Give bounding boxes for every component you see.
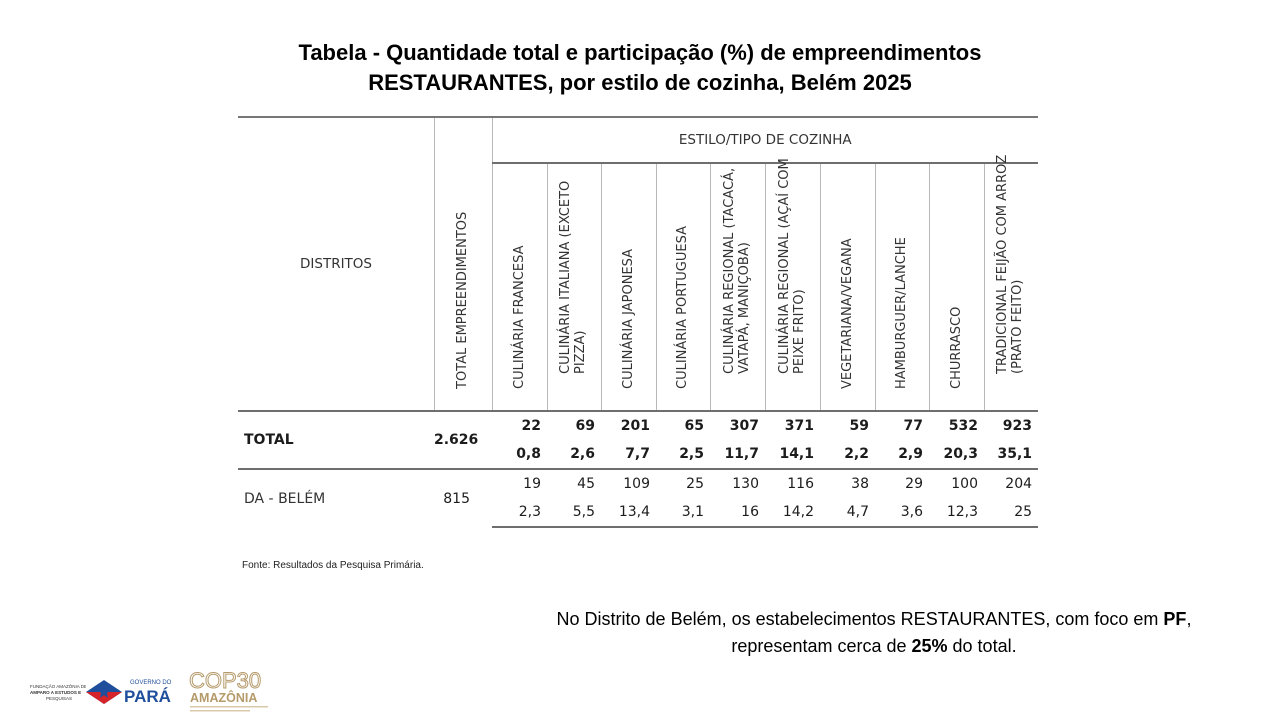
col-header: CULINÁRIA JAPONESA [620, 248, 636, 389]
total-header: TOTAL EMPREENDIMENTOS [455, 211, 470, 389]
count-cell: 69 [547, 411, 601, 440]
logo-divider [190, 710, 250, 712]
note-text-2: , [1186, 609, 1192, 629]
percent-cell: 2,9 [898, 446, 923, 462]
estilo-header: ESTILO/TIPO DE COZINHA [492, 117, 1038, 163]
col-header-cell [929, 163, 984, 411]
col-header-cell [656, 163, 710, 411]
count-cell: 116 [765, 469, 820, 498]
title-line-2: RESTAURANTES, por estilo de cozinha, Belém 2025 [368, 70, 912, 95]
col-header: CULINÁRIA ITALIANA (EXCETO PIZZA) [558, 180, 588, 374]
count-cell: 109 [601, 469, 656, 498]
percent-cell: 2,3 [492, 498, 547, 527]
note-bold-pf: PF [1163, 609, 1187, 629]
col-header-cell [601, 163, 656, 411]
note-text-4: do total. [947, 636, 1017, 656]
percent-cell: 5,5 [547, 498, 601, 527]
fapespa-logo [30, 682, 86, 711]
governo-para-logo [86, 676, 178, 711]
percent-cell: 2,6 [570, 446, 595, 462]
governo-label: GOVERNO DO [130, 680, 172, 686]
percent-cell: 13,4 [601, 498, 656, 527]
row-label: TOTAL [238, 411, 434, 469]
note-text-3: representam cerca de [731, 636, 912, 656]
col-header: HAMBURGUER/LANCHE [894, 237, 909, 389]
count-cell: 25 [656, 469, 710, 498]
para-label: PARÁ [124, 687, 171, 706]
source-note: Fonte: Resultados da Pesquisa Primária. [242, 560, 424, 571]
percent-cell: 12,3 [929, 498, 984, 527]
count-cell: 59 [820, 411, 875, 440]
header-row-group [238, 117, 1038, 163]
restaurants-table [238, 116, 1038, 528]
count-cell: 22 [492, 411, 547, 440]
fapespa-line-1: FUNDAÇÃO AMAZÔNIA DE [30, 684, 86, 689]
count-cell: 307 [710, 411, 765, 440]
col-header-cell [547, 163, 601, 411]
percent-cell: 7,7 [625, 446, 650, 462]
percent-cell: 0,8 [516, 446, 541, 462]
count-cell: 532 [929, 411, 984, 440]
total-header-cell [434, 117, 492, 411]
col-header-cell [765, 158, 820, 411]
col-header: CULINÁRIA FRANCESA [511, 245, 527, 389]
count-cell: 45 [547, 469, 601, 498]
col-header-cell [984, 154, 1038, 411]
percent-cell: 3,6 [875, 498, 929, 527]
count-cell: 923 [984, 411, 1038, 440]
amazonia-label: AMAZÔNIA [190, 691, 258, 705]
percent-cell: 14,2 [765, 498, 820, 527]
percent-cell: 2,2 [844, 446, 869, 462]
count-cell: 29 [875, 469, 929, 498]
count-cell: 204 [984, 469, 1038, 498]
count-cell: 77 [875, 411, 929, 440]
percent-cell: 25 [984, 498, 1038, 527]
logo-divider [190, 706, 268, 708]
fapespa-line-2: AMPARO A ESTUDOS E [30, 690, 82, 695]
row-label: DA - BELÉM [238, 469, 434, 527]
col-header-cell [710, 163, 765, 411]
count-cell: 38 [820, 469, 875, 498]
count-cell: 19 [492, 469, 547, 498]
fapespa-line-3: PESQUISAS [46, 696, 73, 701]
percent-cell: 3,1 [656, 498, 710, 527]
percent-cell: 14,1 [779, 446, 814, 462]
col-header: CULINÁRIA REGIONAL (AÇAÍ COM PEIXE FRITO) [776, 158, 807, 374]
summary-note [470, 606, 1278, 660]
count-cell: 65 [656, 411, 710, 440]
count-cell: 130 [710, 469, 765, 498]
col-header: CHURRASCO [948, 306, 964, 389]
col-header: TRADICIONAL FEIJÃO COM ARROZ (PRATO FEITO) [995, 154, 1026, 374]
cop30-logo [188, 664, 274, 721]
row-total: 815 [434, 469, 492, 527]
table-row [238, 411, 1038, 440]
title-line-1: Tabela - Quantidade total e participação (%) de empreendimentos [298, 40, 982, 65]
col-header: VEGETARIANA/VEGANA [839, 238, 855, 389]
percent-cell: 11,7 [724, 446, 759, 462]
distritos-header: DISTRITOS [238, 117, 434, 411]
count-cell: 201 [601, 411, 656, 440]
count-cell: 371 [765, 411, 820, 440]
col-header: CULINÁRIA PORTUGUESA [675, 226, 690, 389]
percent-cell: 4,7 [820, 498, 875, 527]
note-text-1: No Distrito de Belém, os estabelecimentos RESTAURANTES, com foco em [556, 609, 1164, 629]
percent-cell: 35,1 [997, 446, 1033, 462]
col-header-cell [875, 163, 929, 411]
percent-cell: 2,5 [679, 446, 704, 462]
cop30-label: COP30 [189, 668, 262, 693]
table-row [238, 469, 1038, 498]
count-cell: 100 [929, 469, 984, 498]
percent-cell: 16 [710, 498, 765, 527]
col-header-cell [820, 163, 875, 411]
col-header-cell [492, 163, 547, 411]
note-bold-percent: 25% [911, 636, 948, 656]
page-title [0, 38, 1280, 98]
col-header: CULINÁRIA REGIONAL (TACACÁ, VATAPÁ, MANIÇOBA) [721, 167, 752, 374]
row-total: 2.626 [434, 411, 492, 469]
percent-cell: 20,3 [943, 446, 978, 462]
